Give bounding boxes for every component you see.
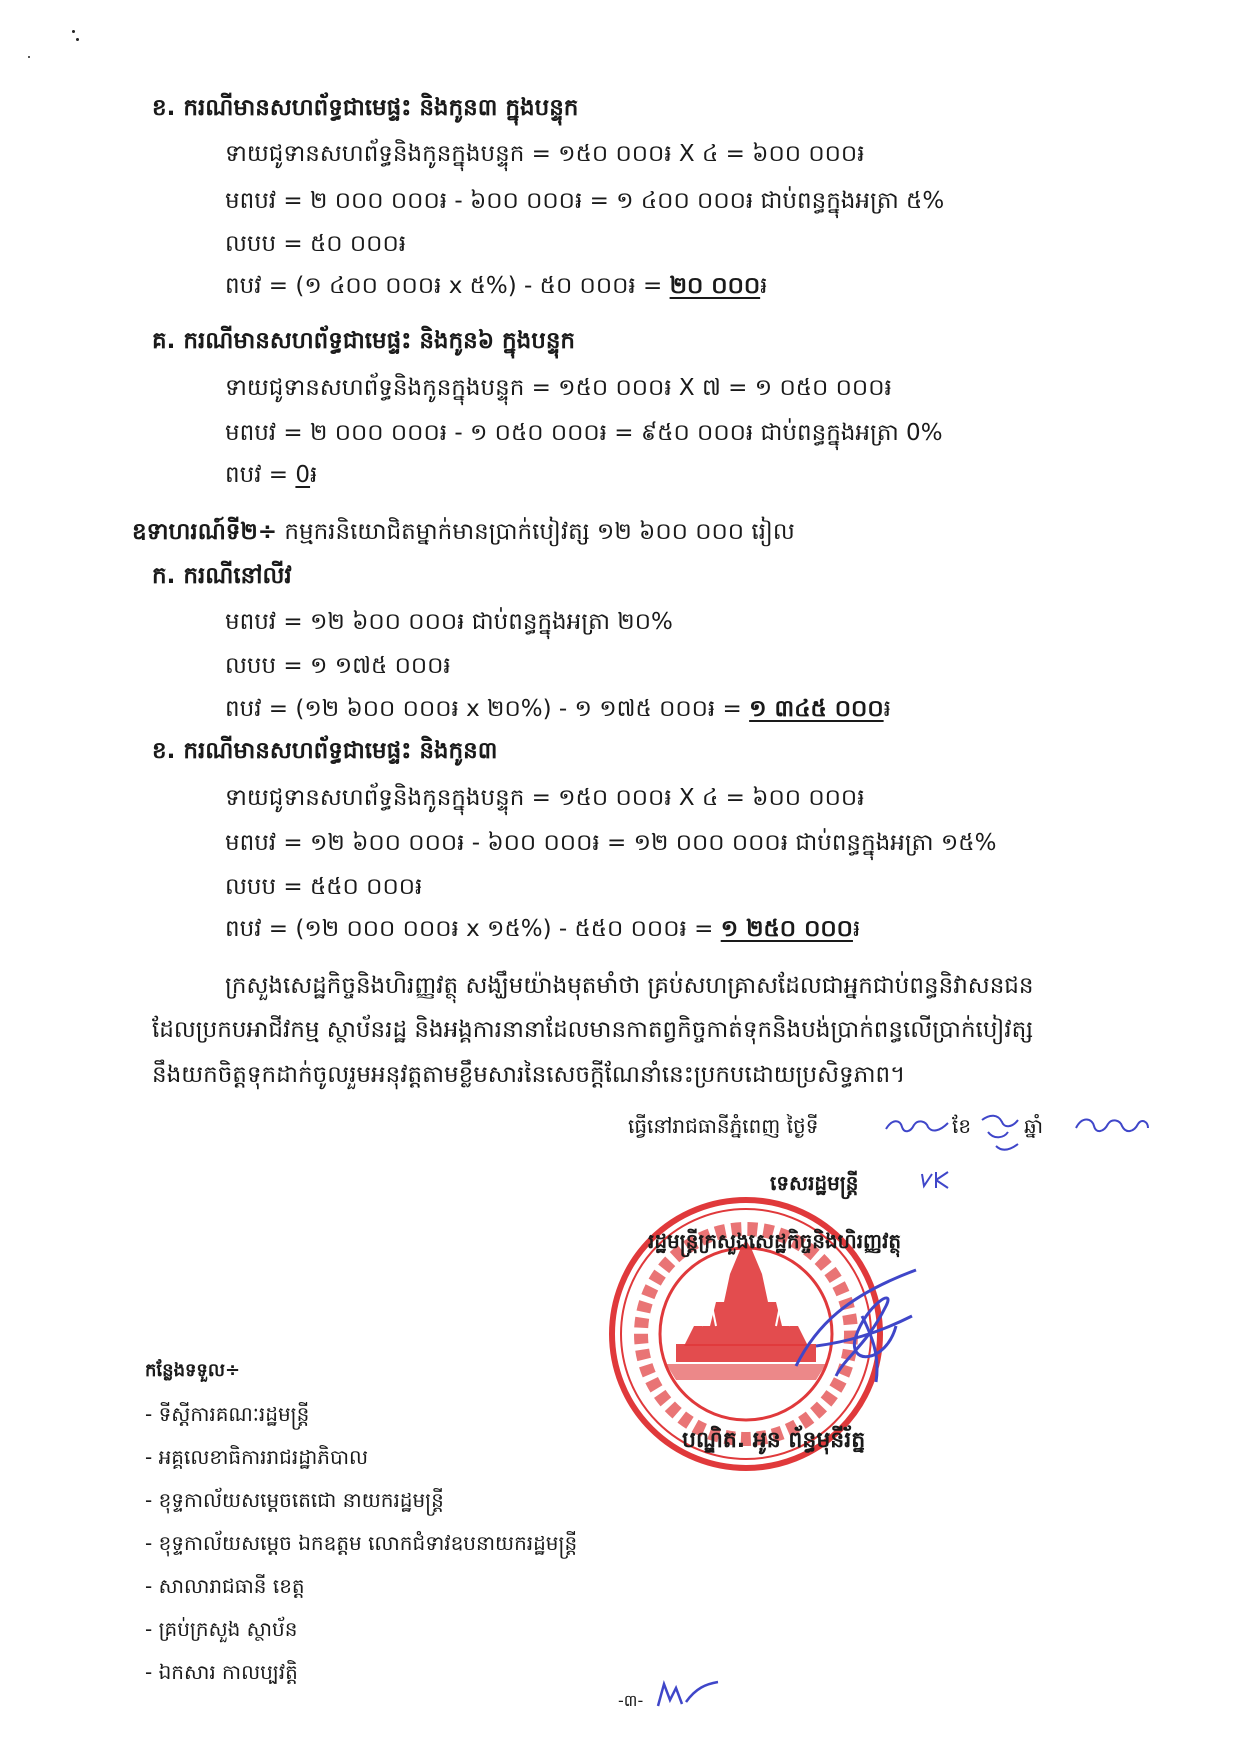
distribution-item: - ខុទ្ទកាល័យសម្ដេច ឯកឧត្ដម លោកជំទាវឧបនាយករដ្ឋមន្ត្រី	[145, 1531, 578, 1555]
result-line	[225, 272, 767, 305]
currency-symbol: ៛	[852, 916, 861, 942]
calc-line: លបប = ១ ១៧៥ ០០០៛	[225, 653, 451, 679]
signatory-title: ទេសរដ្ឋមន្ត្រី	[770, 1171, 859, 1195]
place-date-label: ធ្វើនៅរាជធានីភ្នំពេញ ថ្ងៃទី	[628, 1114, 819, 1138]
distribution-item: - ឯកសារ កាលប្បវត្តិ	[145, 1660, 298, 1684]
calc-line: មពបវ = ២ ០០០ ០០០៛ - ៦០០ ០០០៛ = ១ ៤០០ ០០០៛ ជាប់ពន្ធក្នុងអត្រា ៥%	[225, 188, 945, 214]
result-value: ១ ៣៤៥ ០០០	[749, 696, 884, 722]
section-heading: ខ. ករណីមានសហព័ទ្ធជាមេផ្ទះ និងកូន៣	[152, 738, 498, 764]
signature-scribble	[776, 1246, 926, 1396]
result-value: 0	[295, 462, 311, 488]
scan-speck	[28, 56, 30, 58]
currency-symbol: ៛	[883, 696, 891, 722]
section-heading: ខ. ករណីមានសហព័ទ្ធជាមេផ្ទះ និងកូន៣ ក្នុងបន្ទុក	[152, 95, 579, 121]
handwritten-month	[978, 1110, 1028, 1154]
currency-symbol: ៛	[310, 462, 318, 488]
signatory-position: រដ្ឋមន្ត្រីក្រសួងសេដ្ឋកិច្ចនិងហិរញ្ញវត្ថុ	[648, 1229, 902, 1253]
closing-paragraph-line: ក្រសួងសេដ្ឋកិច្ចនិងហិរញ្ញវត្ថុ សង្ឃឹមយ៉ាងមុតមាំថា គ្រប់សហគ្រាសដែលជាអ្នកជាប់ពន្ធនិវាសនជន	[225, 973, 1034, 999]
distribution-item: - សាលារាជធានី ខេត្ត	[145, 1574, 305, 1598]
calc-line: មពបវ = ១២ ៦០០ ០០០៛ - ៦០០ ០០០៛ = ១២ ០០០ ០០០៛ ជាប់ពន្ធក្នុងអត្រា ១៥%	[225, 830, 997, 856]
calc-line: មពបវ = ១២ ៦០០ ០០០៛ ជាប់ពន្ធក្នុងអត្រា ២០%	[225, 609, 673, 635]
scan-speck	[76, 38, 79, 41]
result-value: ១ ២៥០ ០០០	[720, 916, 853, 942]
page-number: -៣-	[618, 1691, 644, 1710]
result-formula: ពបវ =	[225, 462, 296, 488]
closing-paragraph-line: នឹងយកចិត្តទុកដាក់ចូលរួមអនុវត្តតាមខ្លឹមសារនៃសេចក្ដីណែនាំនេះប្រកបដោយប្រសិទ្ធភាព។	[152, 1062, 906, 1088]
calc-line: ទាយជូទានសហព័ទ្ធនិងកូនក្នុងបន្ទុក = ១៥០ ០០០៛ X ៤ = ៦០០ ០០០៛	[225, 785, 865, 811]
year-label: ឆ្នាំ	[1024, 1114, 1044, 1138]
distribution-item: - អគ្គលេខាធិការរាជរដ្ឋាភិបាល	[145, 1445, 369, 1469]
result-value: ២០ ០០០	[669, 273, 761, 299]
page-initials	[652, 1678, 722, 1712]
result-formula: ពបវ = (១ ៤០០ ០០០៛ x ៥%) - ៥០ ០០០៛ =	[225, 273, 670, 299]
distribution-item: - ខុទ្ទកាល័យសម្ដេចតេជោ នាយករដ្ឋមន្ត្រី	[145, 1488, 444, 1512]
distribution-heading: កន្លែងទទួល÷	[145, 1360, 241, 1381]
result-line	[225, 695, 891, 728]
initials-mark	[918, 1166, 958, 1194]
month-label: ខែ	[952, 1114, 972, 1138]
section-heading: ក. ករណីនៅលីវ	[152, 563, 292, 589]
example-heading	[132, 518, 795, 551]
example-description: កម្មករនិយោជិតម្នាក់មានប្រាក់បៀវត្ស ១២ ៦០០ ០០០ រៀល	[277, 519, 795, 545]
place-date-line	[628, 1113, 818, 1143]
section-heading: គ. ករណីមានសហព័ទ្ធជាមេផ្ទះ និងកូន៦ ក្នុងបន្ទុក	[152, 328, 576, 354]
handwritten-day	[882, 1113, 952, 1143]
result-formula: ពបវ = (១២ ០០០ ០០០៛ x ១៥%) - ៥៥០ ០០០៛ =	[225, 916, 721, 942]
calc-line: មពបវ = ២ ០០០ ០០០៛ - ១ ០៥០ ០០០៛ = ៩៥០ ០០០៛ ជាប់ពន្ធក្នុងអត្រា 0%	[225, 420, 943, 446]
distribution-item: - ទីស្ដីការគណៈរដ្ឋមន្ត្រី	[145, 1402, 310, 1426]
scan-speck	[72, 30, 75, 33]
result-line	[225, 461, 317, 494]
result-formula: ពបវ = (១២ ៦០០ ០០០៛ x ២០%) - ១ ១៧៥ ០០០៛ =	[225, 696, 750, 722]
currency-symbol: ៛	[760, 273, 768, 299]
distribution-item: - គ្រប់ក្រសួង ស្ថាប័ន	[145, 1617, 298, 1641]
calc-line: ទាយជូទានសហព័ទ្ធនិងកូនក្នុងបន្ទុក = ១៥០ ០០០៛ X ៧ = ១ ០៥០ ០០០៛	[225, 375, 892, 401]
calc-line: លបប = ៥៥០ ០០០៛	[225, 874, 423, 900]
calc-line: ទាយជូទានសហព័ទ្ធនិងកូនក្នុងបន្ទុក = ១៥០ ០០០៛ X ៤ = ៦០០ ០០០៛	[225, 141, 865, 167]
signatory-name: បណ្ឌិត. អូន ព័ន្ធមុនីរ័ត្ន	[682, 1428, 866, 1453]
handwritten-year	[1072, 1112, 1152, 1142]
example-label: ឧទាហរណ៍ទី២÷	[132, 519, 278, 545]
calc-line: លបប = ៥០ ០០០៛	[225, 231, 407, 257]
closing-paragraph-line: ដែលប្រកបអាជីវកម្ម ស្ថាប័នរដ្ឋ និងអង្គការនានាដែលមានកាតព្វកិច្ចកាត់ទុកនិងបង់ប្រាក់ពន្ធលើប្រាក់បៀវត្ស	[152, 1017, 1034, 1043]
result-line	[225, 915, 860, 948]
